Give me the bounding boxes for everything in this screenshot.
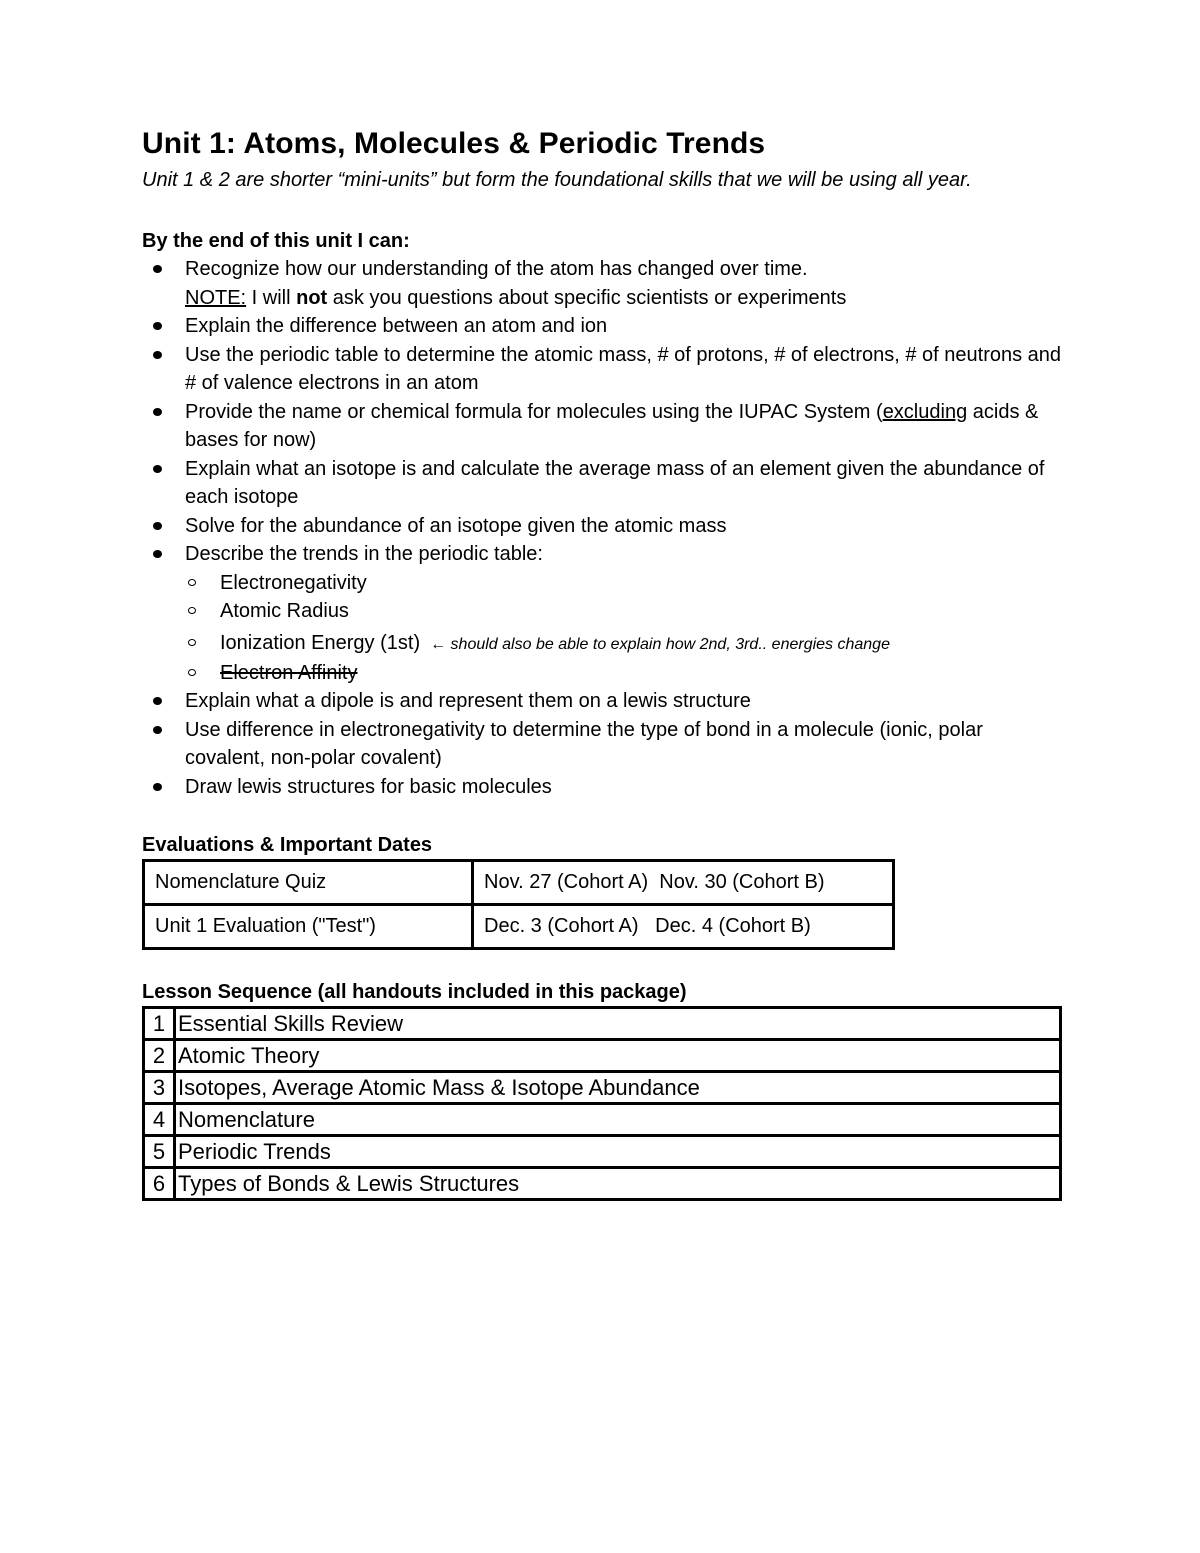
goal-text: Solve for the abundance of an isotope given the atomic mass xyxy=(185,514,727,537)
evaluation-dates: Nov. 27 (Cohort A) Nov. 30 (Cohort B) xyxy=(473,861,894,905)
list-item xyxy=(142,687,1062,716)
trend-text: Atomic Radius xyxy=(220,600,349,622)
list-item xyxy=(142,341,1062,398)
list-item xyxy=(142,255,1062,312)
lesson-title: Periodic Trends xyxy=(175,1136,1061,1168)
lesson-title: Types of Bonds & Lewis Structures xyxy=(175,1168,1061,1200)
list-item xyxy=(142,455,1062,512)
trend-item xyxy=(185,597,1062,626)
list-item xyxy=(142,312,1062,341)
table-row xyxy=(144,861,894,905)
evaluations-heading: Evaluations & Important Dates xyxy=(142,834,433,856)
trend-side-note: ← should also be able to explain how 2nd, 3rd.. energies change xyxy=(430,635,890,653)
list-item xyxy=(142,398,1062,455)
lesson-title: Nomenclature xyxy=(175,1104,1061,1136)
lessons-table xyxy=(142,1006,1062,1201)
trend-item xyxy=(185,626,1062,662)
goal-text: Use the periodic table to determine the atomic mass, # of protons, # of electrons, # of neutrons and # of valence electrons in an atom xyxy=(185,343,1062,394)
goal-text: Recognize how our understanding of the atom has changed over time. xyxy=(185,258,808,280)
list-item xyxy=(142,540,1062,687)
goal-text: Describe the trends in the periodic table: xyxy=(185,543,543,565)
trend-text: Electron Affinity xyxy=(220,661,358,684)
lesson-number: 2 xyxy=(144,1040,175,1072)
table-row xyxy=(144,1040,1061,1072)
goal-text: Use difference in electronegativity to determine the type of bond in a molecule (ionic, polar covalent, non-polar covalent) xyxy=(185,718,983,769)
lessons-heading: Lesson Sequence (all handouts included in this package) xyxy=(142,981,687,1003)
goal-emphasis: excluding xyxy=(882,400,968,423)
goal-text: Provide the name or chemical formula for molecules using the IUPAC System ( xyxy=(185,400,883,423)
table-row xyxy=(144,1008,1061,1040)
lesson-title: Atomic Theory xyxy=(175,1040,1061,1072)
evaluation-name: Unit 1 Evaluation ("Test") xyxy=(144,905,473,949)
lesson-number: 5 xyxy=(144,1136,175,1168)
table-row xyxy=(144,1168,1061,1200)
lesson-number: 6 xyxy=(144,1168,175,1200)
trend-text: Ionization Energy (1st) xyxy=(220,631,421,654)
document-page xyxy=(142,124,1062,1201)
note-emphasis: not xyxy=(296,286,328,309)
goals-list xyxy=(142,255,1062,801)
goal-text: Explain the difference between an atom and ion xyxy=(185,315,608,337)
trend-text: Electronegativity xyxy=(220,571,367,594)
lesson-title: Essential Skills Review xyxy=(175,1008,1061,1040)
table-row xyxy=(144,1104,1061,1136)
note-text: I will xyxy=(246,286,297,309)
table-row xyxy=(144,1072,1061,1104)
list-item xyxy=(142,512,1062,541)
evaluation-name: Nomenclature Quiz xyxy=(144,861,473,905)
lesson-number: 1 xyxy=(144,1008,175,1040)
page-subtitle: Unit 1 & 2 are shorter “mini-units” but form the foundational skills that we will be using all year. xyxy=(142,169,972,191)
goal-text: Explain what an isotope is and calculate the average mass of an element given the abundance of each isotope xyxy=(185,457,1045,508)
lesson-number: 3 xyxy=(144,1072,175,1104)
lesson-title: Isotopes, Average Atomic Mass & Isotope Abundance xyxy=(175,1072,1061,1104)
list-item xyxy=(142,773,1062,802)
evaluations-table xyxy=(142,859,895,950)
goals-heading: By the end of this unit I can: xyxy=(142,230,410,252)
goal-text: Draw lewis structures for basic molecules xyxy=(185,775,552,798)
goal-text: Explain what a dipole is and represent them on a lewis structure xyxy=(185,690,751,712)
table-row xyxy=(144,905,894,949)
evaluation-dates: Dec. 3 (Cohort A) Dec. 4 (Cohort B) xyxy=(473,905,894,949)
page-title: Unit 1: Atoms, Molecules & Periodic Trends xyxy=(142,127,766,160)
lesson-number: 4 xyxy=(144,1104,175,1136)
trends-list xyxy=(185,569,1062,688)
trend-item-struck xyxy=(185,659,1062,688)
goal-text: acids & bases for now) xyxy=(185,400,1044,451)
note-label: NOTE: xyxy=(185,286,247,309)
note-text: ask you questions about specific scientists or experiments xyxy=(327,286,847,309)
trend-item xyxy=(185,569,1062,598)
list-item xyxy=(142,716,1062,773)
table-row xyxy=(144,1136,1061,1168)
